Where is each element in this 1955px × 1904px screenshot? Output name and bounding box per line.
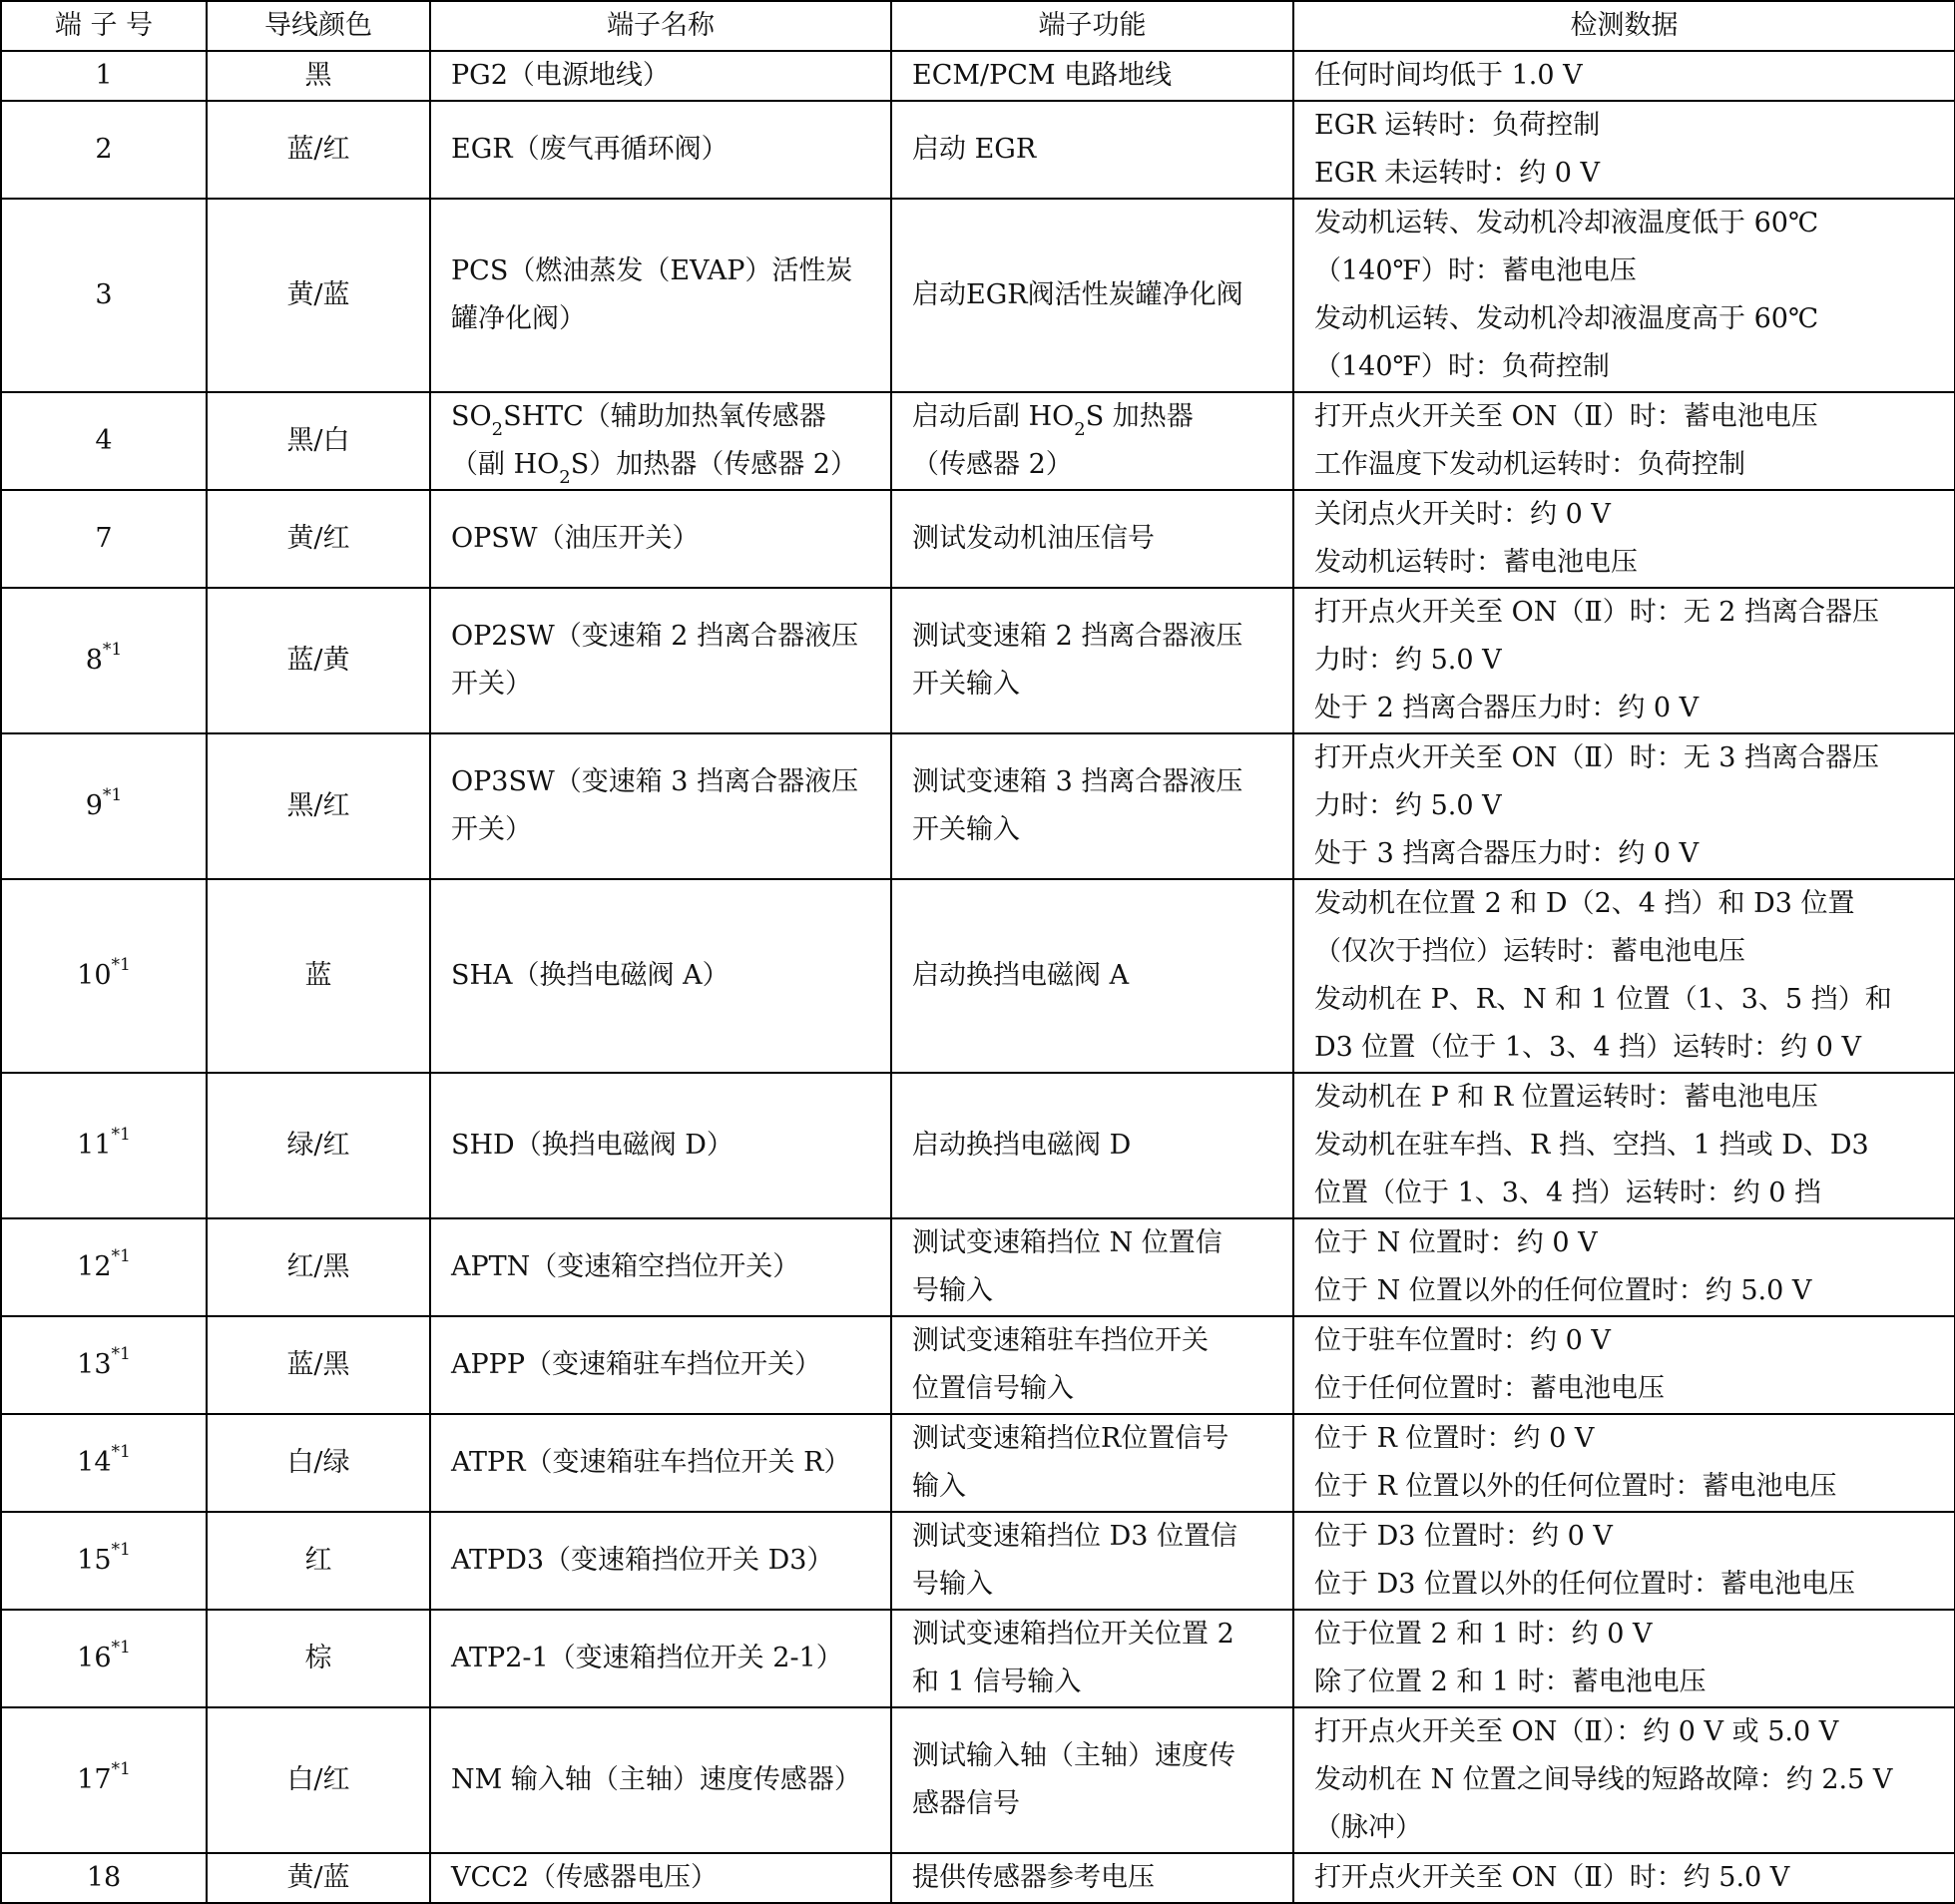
terminal-no: 7 [95, 523, 113, 554]
test-data-cell [1293, 1073, 1955, 1218]
terminal-function-line: ECM/PCM 电路地线 [912, 60, 1173, 91]
terminal-name-line: APPP（变速箱驻车挡位开关） [451, 1349, 821, 1380]
header-terminal-name: 端子名称 [430, 1, 891, 51]
terminal-function-line: 感器信号 [912, 1788, 1020, 1819]
test-data-line: 力时：约 5.0 V [1314, 645, 1502, 676]
terminal-function-line: 提供传感器参考电压 [912, 1862, 1155, 1893]
footnote-marker: *1 [111, 1442, 131, 1462]
table-row [1, 1512, 1955, 1610]
terminal-no: 18 [86, 1862, 122, 1893]
table-row [1, 588, 1955, 733]
terminal-no-cell [1, 1707, 207, 1853]
test-data-line: 打开点火开关至 ON（Ⅱ）：约 0 V 或 5.0 V [1314, 1716, 1839, 1747]
test-data-line: 发动机在 P 和 R 位置运转时：蓄电池电压 [1314, 1082, 1818, 1113]
terminal-function-cell [891, 1512, 1293, 1610]
terminal-function-line: 启动后副 $HO_2S$ 加热器 [912, 401, 1194, 441]
terminal-no-cell [1, 51, 207, 101]
terminal-no: 3 [95, 279, 113, 310]
terminal-name-cell [430, 1610, 891, 1707]
test-data-cell [1293, 733, 1955, 879]
wire-color-cell: 白/红 [207, 1707, 430, 1853]
table-row [1, 1707, 1955, 1853]
header-terminal-no: 端 子 号 [1, 1, 207, 51]
terminal-no-cell [1, 1853, 207, 1903]
test-data-cell [1293, 1218, 1955, 1316]
terminal-name-line: EGR（废气再循环阀） [451, 134, 729, 165]
test-data-cell [1293, 392, 1955, 490]
test-data-cell [1293, 1316, 1955, 1414]
terminal-function-line: 号输入 [912, 1275, 993, 1306]
wire-color-cell: 白/绿 [207, 1414, 430, 1512]
terminal-name-cell [430, 1316, 891, 1414]
terminal-function-cell [891, 879, 1293, 1073]
terminal-function-cell [891, 199, 1293, 392]
terminal-function-cell [891, 1316, 1293, 1414]
terminal-function-cell [891, 392, 1293, 490]
test-data-line: 任何时间均低于 1.0 V [1314, 60, 1583, 91]
terminal-no: 14 [77, 1447, 112, 1478]
terminal-no-cell [1, 1073, 207, 1218]
test-data-line: 位于 R 位置时：约 0 V [1314, 1423, 1595, 1454]
terminal-function-line: 启动EGR阀活性炭罐净化阀 [912, 279, 1243, 310]
test-data-cell [1293, 1512, 1955, 1610]
test-data-line: 打开点火开关至 ON（Ⅱ）时：无 2 挡离合器压 [1314, 597, 1880, 628]
terminal-function-line: 测试变速箱挡位开关位置 2 [912, 1619, 1234, 1650]
table-row [1, 1316, 1955, 1414]
wire-color-cell: 黄/红 [207, 490, 430, 588]
terminal-name-cell [430, 51, 891, 101]
test-data-line: 位于任何位置时：蓄电池电压 [1314, 1373, 1665, 1404]
terminal-function-line: 开关输入 [912, 669, 1020, 700]
terminal-function-cell [891, 733, 1293, 879]
test-data-line: 打开点火开关至 ON（Ⅱ）时：约 5.0 V [1314, 1862, 1790, 1893]
terminal-name-line: SHA（换挡电磁阀 A） [451, 960, 730, 991]
terminal-name-line: NM 输入轴（主轴）速度传感器） [451, 1764, 861, 1795]
header-terminal-function: 端子功能 [891, 1, 1293, 51]
test-data-line: 打开点火开关至 ON（Ⅱ）时：蓄电池电压 [1314, 401, 1818, 432]
test-data-cell [1293, 51, 1955, 101]
table-row [1, 199, 1955, 392]
test-data-cell [1293, 101, 1955, 199]
terminal-no-cell [1, 101, 207, 199]
terminal-function-line: 启动换挡电磁阀 D [912, 1130, 1132, 1161]
test-data-cell [1293, 1707, 1955, 1853]
test-data-line: 位于 D3 位置时：约 0 V [1314, 1521, 1613, 1552]
test-data-line: 发动机运转、发动机冷却液温度低于 60℃ [1314, 208, 1819, 238]
footnote-marker: *1 [111, 1246, 131, 1266]
terminal-no: 11 [77, 1130, 112, 1161]
terminal-name-line: 开关） [451, 814, 532, 845]
test-data-line: 位置（位于 1、3、4 挡）运转时：约 0 挡 [1314, 1178, 1822, 1208]
terminal-function-line: 测试变速箱 3 挡离合器液压 [912, 766, 1243, 797]
terminal-function-cell [891, 1853, 1293, 1903]
footnote-marker: *1 [111, 1540, 131, 1560]
test-data-line: 位于驻车位置时：约 0 V [1314, 1325, 1611, 1356]
terminal-function-cell [891, 101, 1293, 199]
table-row [1, 490, 1955, 588]
wire-color-cell: 黄/蓝 [207, 199, 430, 392]
terminal-no: 10 [77, 960, 112, 991]
terminal-name-cell [430, 588, 891, 733]
test-data-line: （脉冲） [1314, 1812, 1422, 1843]
terminal-name-cell [430, 392, 891, 490]
test-data-cell [1293, 1414, 1955, 1512]
terminal-name-cell [430, 490, 891, 588]
test-data-line: 发动机在 N 位置之间导线的短路故障：约 2.5 V [1314, 1764, 1893, 1795]
wire-color-cell: 红/黑 [207, 1218, 430, 1316]
terminal-name-cell [430, 1707, 891, 1853]
terminal-name-line: VCC2（传感器电压） [451, 1862, 718, 1893]
table-row [1, 1414, 1955, 1512]
table-row [1, 1853, 1955, 1903]
test-data-line: 力时：约 5.0 V [1314, 790, 1502, 821]
test-data-line: 处于 3 挡离合器压力时：约 0 V [1314, 838, 1700, 869]
terminal-name-line: OP3SW（变速箱 3 挡离合器液压 [451, 766, 859, 797]
terminal-name-cell [430, 1218, 891, 1316]
test-data-line: 位于位置 2 和 1 时：约 0 V [1314, 1619, 1653, 1650]
terminal-no: 17 [77, 1764, 112, 1795]
terminal-name-line: 开关） [451, 669, 532, 700]
test-data-line: （140℉）时：负荷控制 [1314, 351, 1610, 382]
terminal-function-line: 启动 EGR [912, 134, 1037, 165]
terminal-name-line: OPSW（油压开关） [451, 523, 700, 554]
terminal-function-line: 测试变速箱 2 挡离合器液压 [912, 621, 1243, 652]
wire-color-cell: 棕 [207, 1610, 430, 1707]
footnote-marker: *1 [111, 955, 131, 975]
table-row [1, 101, 1955, 199]
test-data-line: D3 位置（位于 1、3、4 挡）运转时：约 0 V [1314, 1032, 1861, 1063]
wire-color-cell: 蓝/黑 [207, 1316, 430, 1414]
wire-color-cell: 蓝 [207, 879, 430, 1073]
test-data-line: 发动机运转时：蓄电池电压 [1314, 547, 1638, 578]
terminal-no: 1 [95, 60, 113, 91]
terminal-function-line: 和 1 信号输入 [912, 1666, 1082, 1697]
terminal-no-cell [1, 733, 207, 879]
terminal-no: 13 [77, 1349, 112, 1380]
table-row [1, 733, 1955, 879]
wire-color-cell: 黑/白 [207, 392, 430, 490]
terminal-function-line: 号输入 [912, 1569, 993, 1600]
terminal-no-cell [1, 1316, 207, 1414]
terminal-function-line: 测试发动机油压信号 [912, 523, 1155, 554]
terminal-name-line: （副 $HO_2S$）加热器（传感器 2） [451, 449, 857, 489]
header-test-data: 检测数据 [1293, 1, 1955, 51]
terminal-function-line: 测试输入轴（主轴）速度传 [912, 1740, 1235, 1771]
terminal-function-cell [891, 1707, 1293, 1853]
wire-color-cell: 红 [207, 1512, 430, 1610]
test-data-line: 位于 D3 位置以外的任何位置时：蓄电池电压 [1314, 1569, 1855, 1600]
terminal-function-cell [891, 588, 1293, 733]
terminal-no: 16 [77, 1643, 112, 1673]
wire-color-cell: 蓝/黄 [207, 588, 430, 733]
terminal-no: 4 [95, 425, 113, 456]
test-data-line: EGR 运转时：负荷控制 [1314, 110, 1601, 141]
wire-color-cell: 绿/红 [207, 1073, 430, 1218]
wire-color-cell: 黑 [207, 51, 430, 101]
test-data-line: 关闭点火开关时：约 0 V [1314, 499, 1611, 530]
terminal-name-cell [430, 1073, 891, 1218]
test-data-cell [1293, 199, 1955, 392]
terminal-name-line: ATPR（变速箱驻车挡位开关 R） [451, 1447, 851, 1478]
terminal-name-line: 罐净化阀） [451, 303, 586, 334]
terminal-name-line: ATP2-1（变速箱挡位开关 2-1） [451, 1643, 843, 1673]
test-data-line: （仅次于挡位）运转时：蓄电池电压 [1314, 936, 1745, 967]
terminal-function-cell [891, 1218, 1293, 1316]
terminal-name-cell [430, 1414, 891, 1512]
test-data-line: 打开点火开关至 ON（Ⅱ）时：无 3 挡离合器压 [1314, 742, 1880, 773]
terminal-name-cell [430, 879, 891, 1073]
terminal-no-cell [1, 1512, 207, 1610]
terminal-name-cell [430, 101, 891, 199]
footnote-marker: *1 [111, 1638, 131, 1658]
test-data-line: 处于 2 挡离合器压力时：约 0 V [1314, 693, 1700, 723]
test-data-line: 工作温度下发动机运转时：负荷控制 [1314, 449, 1745, 480]
terminal-no-cell [1, 199, 207, 392]
terminal-function-line: 开关输入 [912, 814, 1020, 845]
table-row [1, 392, 1955, 490]
terminal-no-cell [1, 1218, 207, 1316]
terminal-no: 2 [95, 134, 113, 165]
terminal-function-cell [891, 51, 1293, 101]
terminal-function-cell [891, 1414, 1293, 1512]
terminal-name-line: $SO_2SHTC$（辅助加热氧传感器 [451, 401, 826, 441]
test-data-line: 发动机在位置 2 和 D（2、4 挡）和 D3 位置 [1314, 888, 1855, 919]
terminal-no-cell [1, 1414, 207, 1512]
terminal-function-line: 测试变速箱驻车挡位开关 [912, 1325, 1209, 1356]
terminal-name-line: SHD（换挡电磁阀 D） [451, 1130, 733, 1161]
header-wire-color: 导线颜色 [207, 1, 430, 51]
test-data-line: 位于 N 位置以外的任何位置时：约 5.0 V [1314, 1275, 1812, 1306]
footnote-marker: *1 [102, 640, 123, 660]
terminal-no-cell [1, 392, 207, 490]
terminal-function-line: 测试变速箱挡位R位置信号 [912, 1423, 1229, 1454]
wire-color-cell: 蓝/红 [207, 101, 430, 199]
terminal-no-cell [1, 1610, 207, 1707]
wire-color-cell: 黑/红 [207, 733, 430, 879]
terminal-function-line: 输入 [912, 1471, 966, 1502]
table-row [1, 1610, 1955, 1707]
table-row [1, 1073, 1955, 1218]
terminal-no: 15 [77, 1545, 112, 1576]
terminal-function-cell [891, 1073, 1293, 1218]
terminal-no: 12 [77, 1251, 112, 1282]
test-data-line: EGR 未运转时：约 0 V [1314, 158, 1601, 189]
terminal-function-line: 测试变速箱挡位 N 位置信 [912, 1227, 1222, 1258]
terminal-no: 8 [85, 645, 103, 676]
footnote-marker: *1 [111, 1759, 131, 1779]
table-row [1, 879, 1955, 1073]
test-data-line: 发动机在 P、R、N 和 1 位置（1、3、5 挡）和 [1314, 984, 1892, 1015]
terminal-function-line: 位置信号输入 [912, 1373, 1074, 1404]
test-data-line: 位于 N 位置时：约 0 V [1314, 1227, 1598, 1258]
test-data-cell [1293, 1853, 1955, 1903]
terminal-function-line: 启动换挡电磁阀 A [912, 960, 1130, 991]
terminal-name-line: PG2（电源地线） [451, 60, 670, 91]
test-data-cell [1293, 1610, 1955, 1707]
footnote-marker: *1 [111, 1344, 131, 1364]
test-data-cell [1293, 588, 1955, 733]
test-data-line: 发动机在驻车挡、R 挡、空挡、1 挡或 D、D3 [1314, 1130, 1869, 1161]
terminal-name-line: PCS（燃油蒸发（EVAP）活性炭 [451, 255, 853, 286]
terminal-no: 9 [85, 790, 103, 821]
test-data-cell [1293, 490, 1955, 588]
terminal-no-cell [1, 490, 207, 588]
terminal-no-cell [1, 879, 207, 1073]
test-data-line: （140℉）时：蓄电池电压 [1314, 255, 1637, 286]
terminal-no-cell [1, 588, 207, 733]
footnote-marker: *1 [102, 785, 123, 805]
terminal-name-cell [430, 1512, 891, 1610]
table-row [1, 51, 1955, 101]
terminal-name-cell [430, 199, 891, 392]
table-row [1, 1218, 1955, 1316]
footnote-marker: *1 [111, 1125, 131, 1145]
test-data-cell [1293, 879, 1955, 1073]
terminal-name-line: ATPD3（变速箱挡位开关 D3） [451, 1545, 834, 1576]
terminal-name-line: OP2SW（变速箱 2 挡离合器液压 [451, 621, 859, 652]
terminal-name-line: APTN（变速箱空挡位开关） [451, 1251, 800, 1282]
test-data-line: 除了位置 2 和 1 时：蓄电池电压 [1314, 1666, 1707, 1697]
terminal-name-cell [430, 733, 891, 879]
header-row [1, 1, 1955, 51]
terminal-function-line: （传感器 2） [912, 449, 1073, 480]
terminal-name-cell [430, 1853, 891, 1903]
terminal-function-cell [891, 490, 1293, 588]
wire-color-cell: 黄/蓝 [207, 1853, 430, 1903]
test-data-line: 发动机运转、发动机冷却液温度高于 60℃ [1314, 303, 1819, 334]
terminal-function-cell [891, 1610, 1293, 1707]
test-data-line: 位于 R 位置以外的任何位置时：蓄电池电压 [1314, 1471, 1837, 1502]
terminal-function-line: 测试变速箱挡位 D3 位置信 [912, 1521, 1237, 1552]
